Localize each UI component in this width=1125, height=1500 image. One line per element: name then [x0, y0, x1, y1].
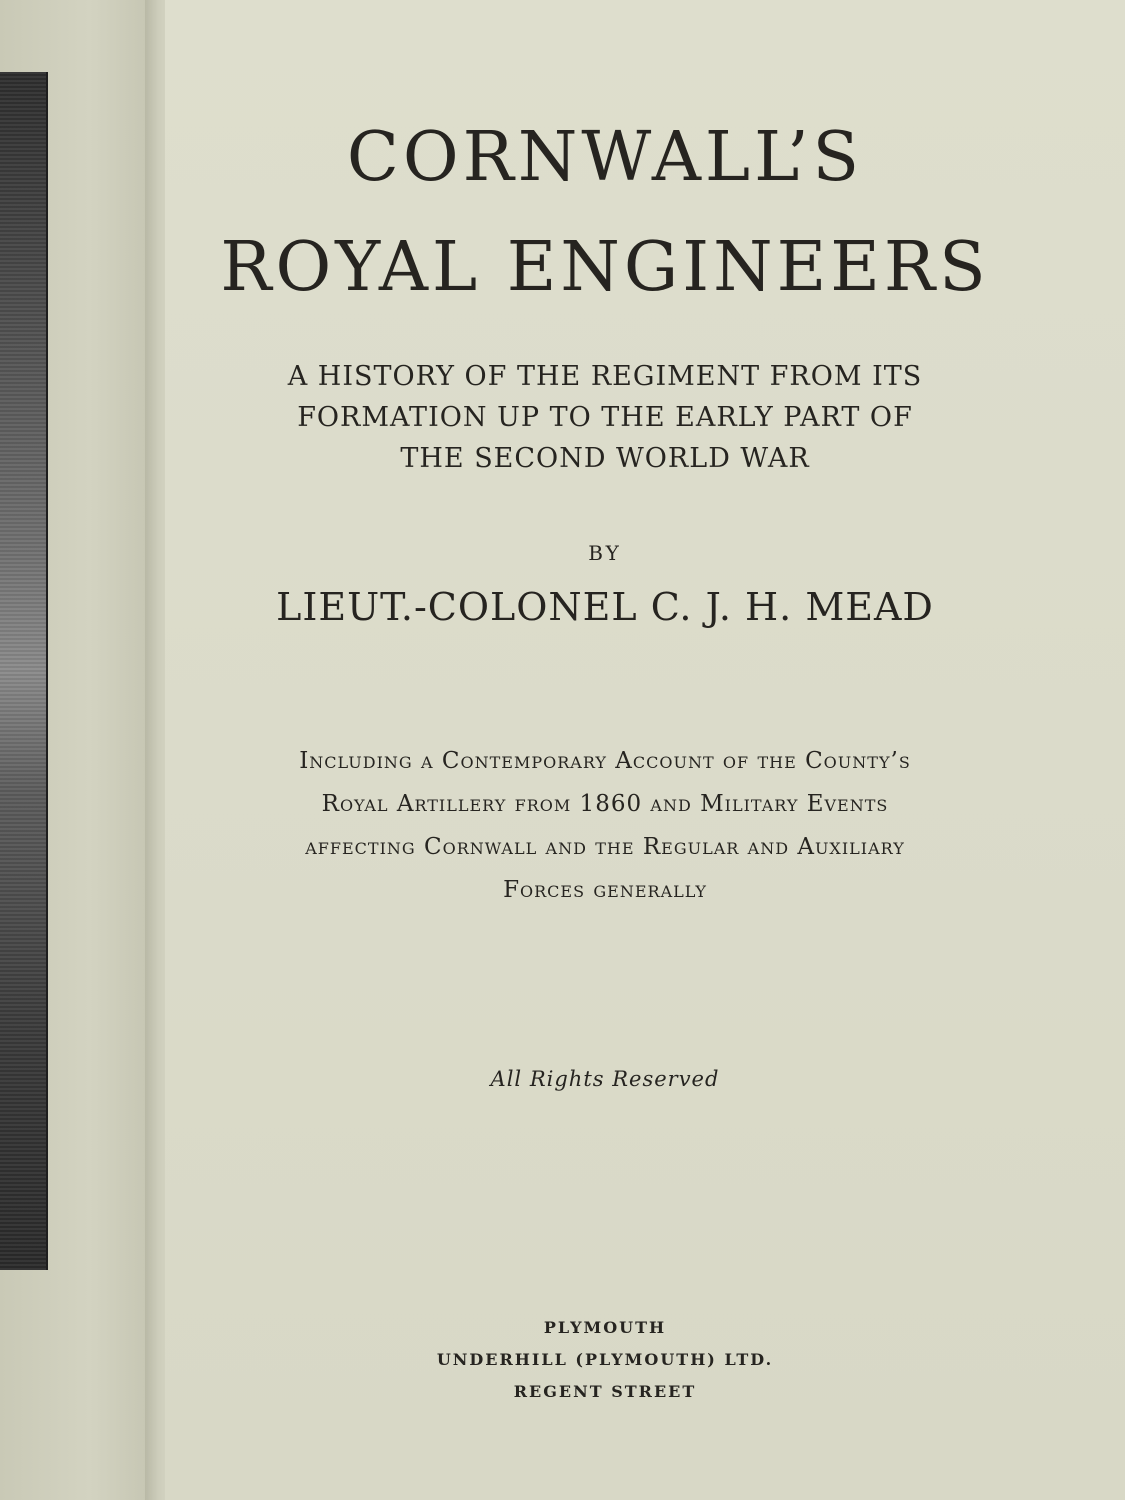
rights-notice: All Rights Reserved: [490, 1067, 720, 1091]
description: [165, 740, 1045, 912]
description-line: Royal Artillery from 1860 and Military Events: [321, 791, 889, 817]
by-label: BY: [588, 541, 622, 565]
imprint-line: PLYMOUTH: [543, 1318, 667, 1337]
description-line: Including a Contemporary Account of the County’s: [299, 748, 911, 774]
title-page: [165, 0, 1125, 1500]
frontispiece-photo: [0, 72, 48, 1270]
title-line-1: CORNWALL’S: [346, 118, 864, 197]
author-name: LIEUT.-COLONEL C. J. H. MEAD: [276, 585, 934, 629]
imprint-line: UNDERHILL (PLYMOUTH) LTD.: [436, 1350, 774, 1369]
facing-page: [0, 0, 150, 1500]
subtitle-line: THE SECOND WORLD WAR: [400, 443, 810, 474]
title-line-2: ROYAL ENGINEERS: [220, 228, 990, 307]
subtitle: [165, 356, 1045, 479]
imprint-line: REGENT STREET: [513, 1382, 697, 1401]
publisher-imprint: [165, 1312, 1045, 1408]
description-line: affecting Cornwall and the Regular and Auxiliary: [305, 834, 905, 860]
subtitle-line: FORMATION UP TO THE EARLY PART OF: [297, 402, 913, 433]
description-line: Forces generally: [503, 877, 707, 903]
subtitle-line: A HISTORY OF THE REGIMENT FROM ITS: [287, 361, 923, 392]
